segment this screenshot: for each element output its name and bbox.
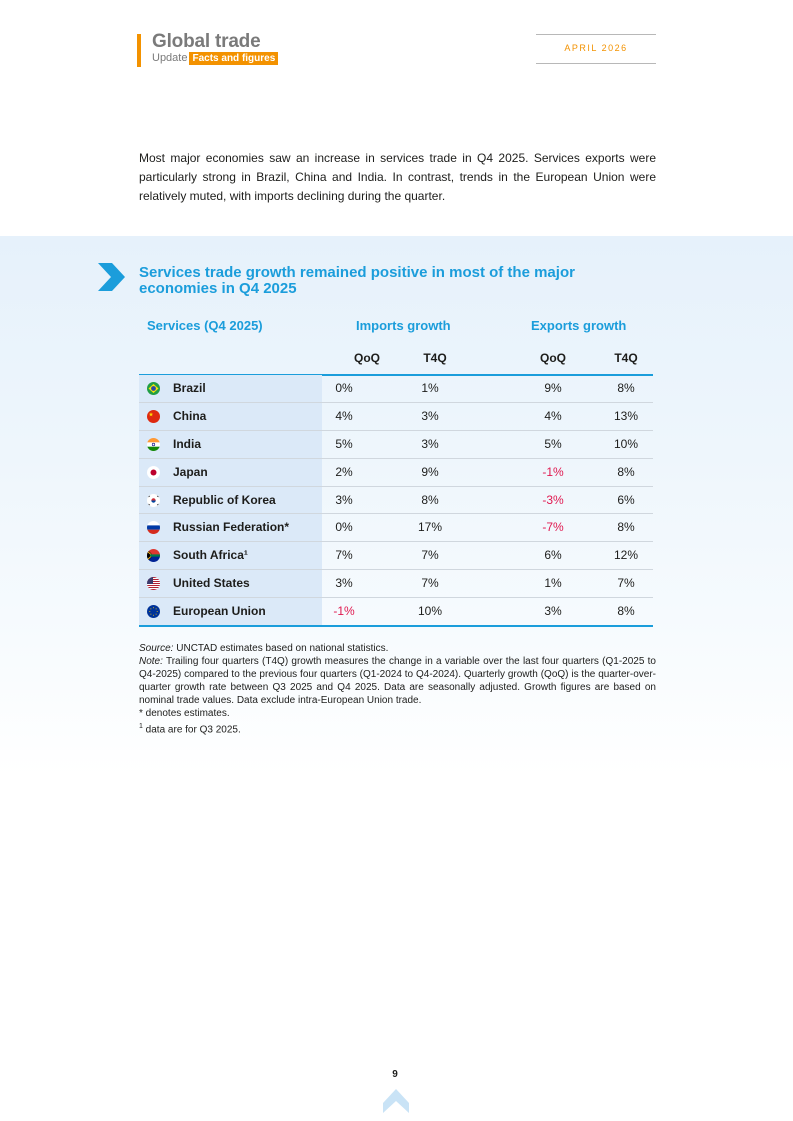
- exports-t4q-value: 7%: [617, 576, 635, 591]
- india-flag-icon: [147, 438, 160, 451]
- exports-qoq-value: -3%: [542, 492, 564, 507]
- country-name: United States: [173, 576, 250, 591]
- source-label: Source:: [139, 643, 174, 654]
- page-number: 9: [392, 1069, 398, 1080]
- estimates-note: * denotes estimates.: [139, 708, 230, 719]
- country-name: Republic of Korea: [173, 492, 276, 507]
- exports-qoq-value: 5%: [544, 436, 562, 451]
- imports-qoq-value: 5%: [335, 436, 353, 451]
- country-name: South Africa¹: [173, 548, 248, 563]
- publication-subtitle: [152, 52, 278, 65]
- publication-title: Global trade: [152, 31, 261, 52]
- imports-t4q-value: 17%: [417, 520, 443, 535]
- table-row: [139, 375, 653, 403]
- exports-t4q-value: 8%: [617, 520, 635, 535]
- facts-badge: Facts and figures: [189, 52, 278, 65]
- subtitle-text: Update: [152, 52, 188, 64]
- exports-qoq-value: 1%: [544, 576, 562, 591]
- header-accent-bar: [137, 34, 141, 67]
- footnote: [139, 720, 656, 736]
- footnote-mark: 1: [139, 723, 143, 730]
- chevron-right-icon: [96, 262, 126, 292]
- country-name: China: [173, 408, 207, 423]
- exports-t4q-value: 8%: [617, 464, 635, 479]
- imports-t4q-value: 9%: [421, 464, 439, 479]
- imports-t4q-value: 1%: [421, 381, 439, 395]
- imports-qoq-value: 3%: [335, 492, 353, 507]
- country-cell: [139, 375, 322, 402]
- imports-t4q-value: 3%: [421, 436, 439, 451]
- exports-qoq-value: 9%: [544, 381, 562, 395]
- imports-t4q-value: 10%: [417, 604, 443, 619]
- methodology-note: [139, 655, 656, 707]
- exports-qoq-header: QoQ: [540, 351, 566, 365]
- table-row: [139, 431, 653, 459]
- exports-qoq-value: -7%: [542, 520, 564, 535]
- japan-flag-icon: [147, 466, 160, 479]
- note-label: Note:: [139, 656, 163, 667]
- imports-t4q-value: 8%: [421, 492, 439, 507]
- exports-qoq-value: 4%: [544, 408, 562, 423]
- china-flag-icon: [147, 410, 160, 423]
- table-row: [139, 570, 653, 598]
- table-row: [139, 542, 653, 570]
- imports-qoq-value: 3%: [335, 576, 353, 591]
- imports-qoq-value: 2%: [335, 464, 353, 479]
- back-to-top-icon[interactable]: [383, 1089, 409, 1113]
- imports-qoq-value: 0%: [335, 520, 353, 535]
- exports-t4q-value: 8%: [617, 381, 635, 395]
- exports-t4q-value: 12%: [613, 548, 639, 563]
- exports-t4q-value: 8%: [617, 604, 635, 619]
- source-text: UNCTAD estimates based on national statistics.: [173, 643, 389, 654]
- exports-t4q-value: 6%: [617, 492, 635, 507]
- exports-t4q-header: T4Q: [614, 351, 638, 365]
- source-note: [139, 642, 656, 655]
- exports-t4q-value: 10%: [613, 436, 639, 451]
- korea-flag-icon: [147, 494, 160, 507]
- intro-paragraph: Most major economies saw an increase in services trade in Q4 2025. Services exports were particularly strong in Brazil, China and India. In contrast, trends in the European Union were relatively muted, with imports declining during the quarter.: [139, 151, 656, 203]
- footnote-text: data are for Q3 2025.: [142, 724, 241, 736]
- table-notes: [139, 642, 656, 736]
- table-row: [139, 514, 653, 542]
- country-name: India: [173, 436, 202, 451]
- country-name: Russian Federation*: [173, 520, 290, 535]
- imports-qoq-header: QoQ: [354, 351, 380, 365]
- imports-growth-header: Imports growth: [356, 318, 451, 333]
- exports-growth-header: Exports growth: [531, 318, 627, 333]
- exports-qoq-value: 3%: [544, 604, 562, 619]
- exports-qoq-value: 6%: [544, 548, 562, 563]
- table-row: [139, 487, 653, 515]
- brazil-flag-icon: [147, 382, 160, 395]
- imports-qoq-value: -1%: [333, 604, 355, 619]
- publication-date: APRIL 2026: [564, 43, 628, 53]
- country-name: Japan: [173, 464, 208, 479]
- imports-t4q-value: 7%: [421, 576, 439, 591]
- section-title: Services trade growth remained positive in most of the major economies in Q4 2025: [139, 264, 575, 297]
- imports-t4q-value: 7%: [421, 548, 439, 563]
- country-cell: [139, 403, 322, 430]
- country-name: European Union: [173, 604, 266, 619]
- note-text: Trailing four quarters (T4Q) growth measures the change in a variable over the last four quarters (Q1-2025 to Q4-2025) compared to the previous four quarters (Q1-2024 to Q4-2024). Quarterly growth (QoQ) is the quarter-over-quarter growth rate between Q3 2025 and Q4 2025. Data are seasonally adjusted. Growth figures are based on nominal trade values. Data exclude intra-European Union trade.: [139, 656, 656, 706]
- exports-qoq-value: -1%: [542, 464, 564, 479]
- country-cell: [139, 459, 322, 486]
- table-row: [139, 459, 653, 487]
- date-divider-top: [536, 34, 656, 35]
- country-cell: [139, 431, 322, 458]
- table-row: [139, 403, 653, 431]
- imports-qoq-value: 7%: [335, 548, 353, 563]
- exports-t4q-value: 13%: [613, 408, 639, 423]
- services-column-header: Services (Q4 2025): [147, 318, 263, 333]
- imports-t4q-value: 3%: [421, 408, 439, 423]
- imports-t4q-header: T4Q: [423, 351, 447, 365]
- table-row: [139, 598, 653, 627]
- imports-qoq-value: 0%: [335, 381, 353, 395]
- imports-qoq-value: 4%: [335, 408, 353, 423]
- services-growth-table: [139, 375, 653, 627]
- country-name: Brazil: [173, 381, 206, 395]
- date-divider-bottom: [536, 63, 656, 64]
